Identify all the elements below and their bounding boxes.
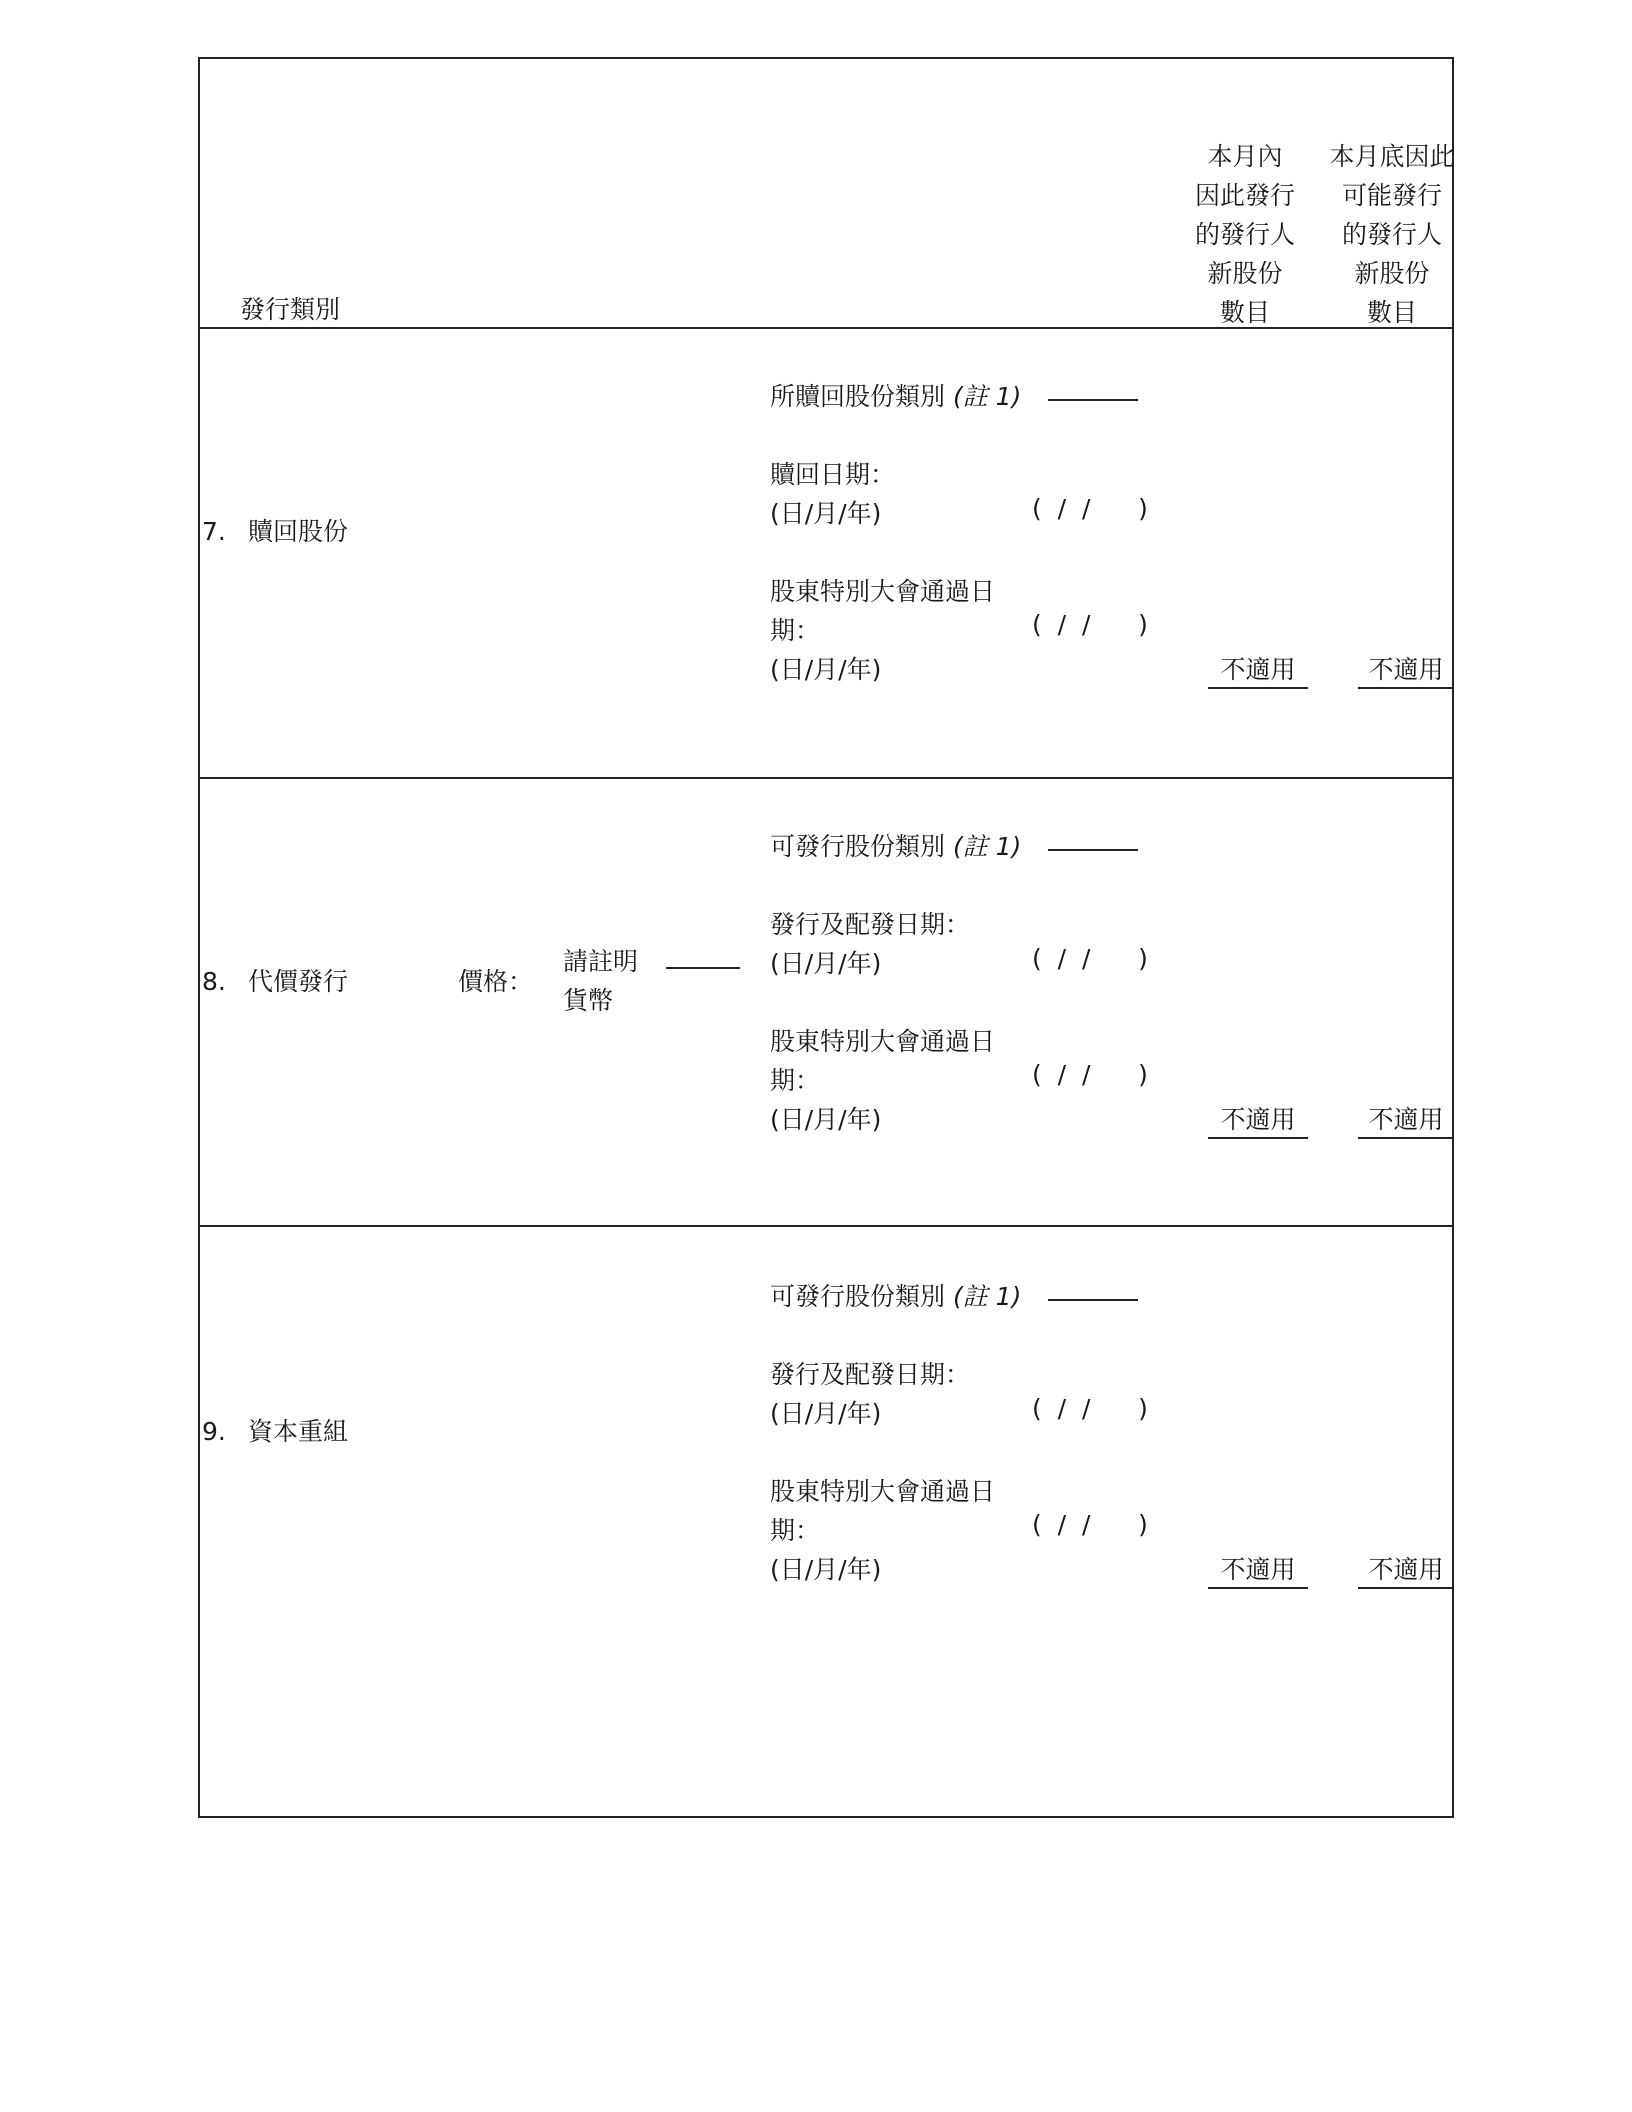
na-shares-issued: 不適用 xyxy=(1208,1553,1308,1589)
issuance-table xyxy=(198,57,1454,1818)
date-format-hint: (日/月/年) xyxy=(770,1105,882,1134)
currency-label: 請註明 xyxy=(563,947,639,976)
row-number: 9. xyxy=(202,1417,226,1446)
share-class-label: 可發行股份類別 (註 1) xyxy=(770,832,1022,861)
na-shares-possible: 不適用 xyxy=(1358,1103,1454,1139)
share-class-field[interactable] xyxy=(1048,399,1138,401)
redemption-date-label: 贖回日期： xyxy=(770,460,896,489)
header-shares-issued: 本月內 因此發行 的發行人 新股份 數目 xyxy=(1194,142,1295,327)
row-number: 7. xyxy=(202,517,226,546)
date-format-hint: (日/月/年) xyxy=(770,655,882,684)
egm-date-label: 股東特別大會通過日 xyxy=(770,1027,996,1056)
issue-type-label: 代價發行 xyxy=(248,967,349,996)
egm-date-field[interactable]: ( / / ) xyxy=(1032,1510,1148,1539)
row-7 xyxy=(200,329,1452,777)
issue-date-label: 發行及配發日期： xyxy=(770,910,971,939)
egm-date-label: 股東特別大會通過日 xyxy=(770,1477,996,1506)
na-shares-possible: 不適用 xyxy=(1358,1553,1454,1589)
date-format-hint: (日/月/年) xyxy=(770,1399,882,1428)
price-field[interactable] xyxy=(666,967,740,969)
date-format-hint: (日/月/年) xyxy=(770,499,882,528)
egm-date-field[interactable]: ( / / ) xyxy=(1032,610,1148,639)
na-shares-issued: 不適用 xyxy=(1208,1103,1308,1139)
issue-type-label: 資本重組 xyxy=(248,1417,349,1446)
share-class-field[interactable] xyxy=(1048,1299,1138,1301)
issue-date-label: 發行及配發日期： xyxy=(770,1360,971,1389)
row-9 xyxy=(200,1227,1452,1816)
header-shares-possible: 本月底因此 可能發行 的發行人 新股份 數目 xyxy=(1329,142,1455,327)
issue-date-field[interactable]: ( / / ) xyxy=(1032,944,1148,973)
egm-date-label-cont: 期： xyxy=(770,616,821,645)
date-format-hint: (日/月/年) xyxy=(770,949,882,978)
row-number: 8. xyxy=(202,967,226,996)
row-8 xyxy=(200,779,1452,1225)
price-label: 價格： xyxy=(458,967,534,996)
issue-type-label: 贖回股份 xyxy=(248,517,349,546)
egm-date-label: 股東特別大會通過日 xyxy=(770,577,996,606)
header-issue-type: 發行類別 xyxy=(240,295,341,324)
na-shares-possible: 不適用 xyxy=(1358,653,1454,689)
redemption-date-field[interactable]: ( / / ) xyxy=(1032,494,1148,523)
egm-date-label-cont: 期： xyxy=(770,1066,821,1095)
share-class-field[interactable] xyxy=(1048,849,1138,851)
egm-date-label-cont: 期： xyxy=(770,1516,821,1545)
currency-label-cont: 貨幣 xyxy=(563,986,614,1015)
na-shares-issued: 不適用 xyxy=(1208,653,1308,689)
share-class-label: 可發行股份類別 (註 1) xyxy=(770,1282,1022,1311)
date-format-hint: (日/月/年) xyxy=(770,1555,882,1584)
issue-date-field[interactable]: ( / / ) xyxy=(1032,1394,1148,1423)
share-class-label: 所贖回股份類別 (註 1) xyxy=(770,382,1022,411)
egm-date-field[interactable]: ( / / ) xyxy=(1032,1060,1148,1089)
